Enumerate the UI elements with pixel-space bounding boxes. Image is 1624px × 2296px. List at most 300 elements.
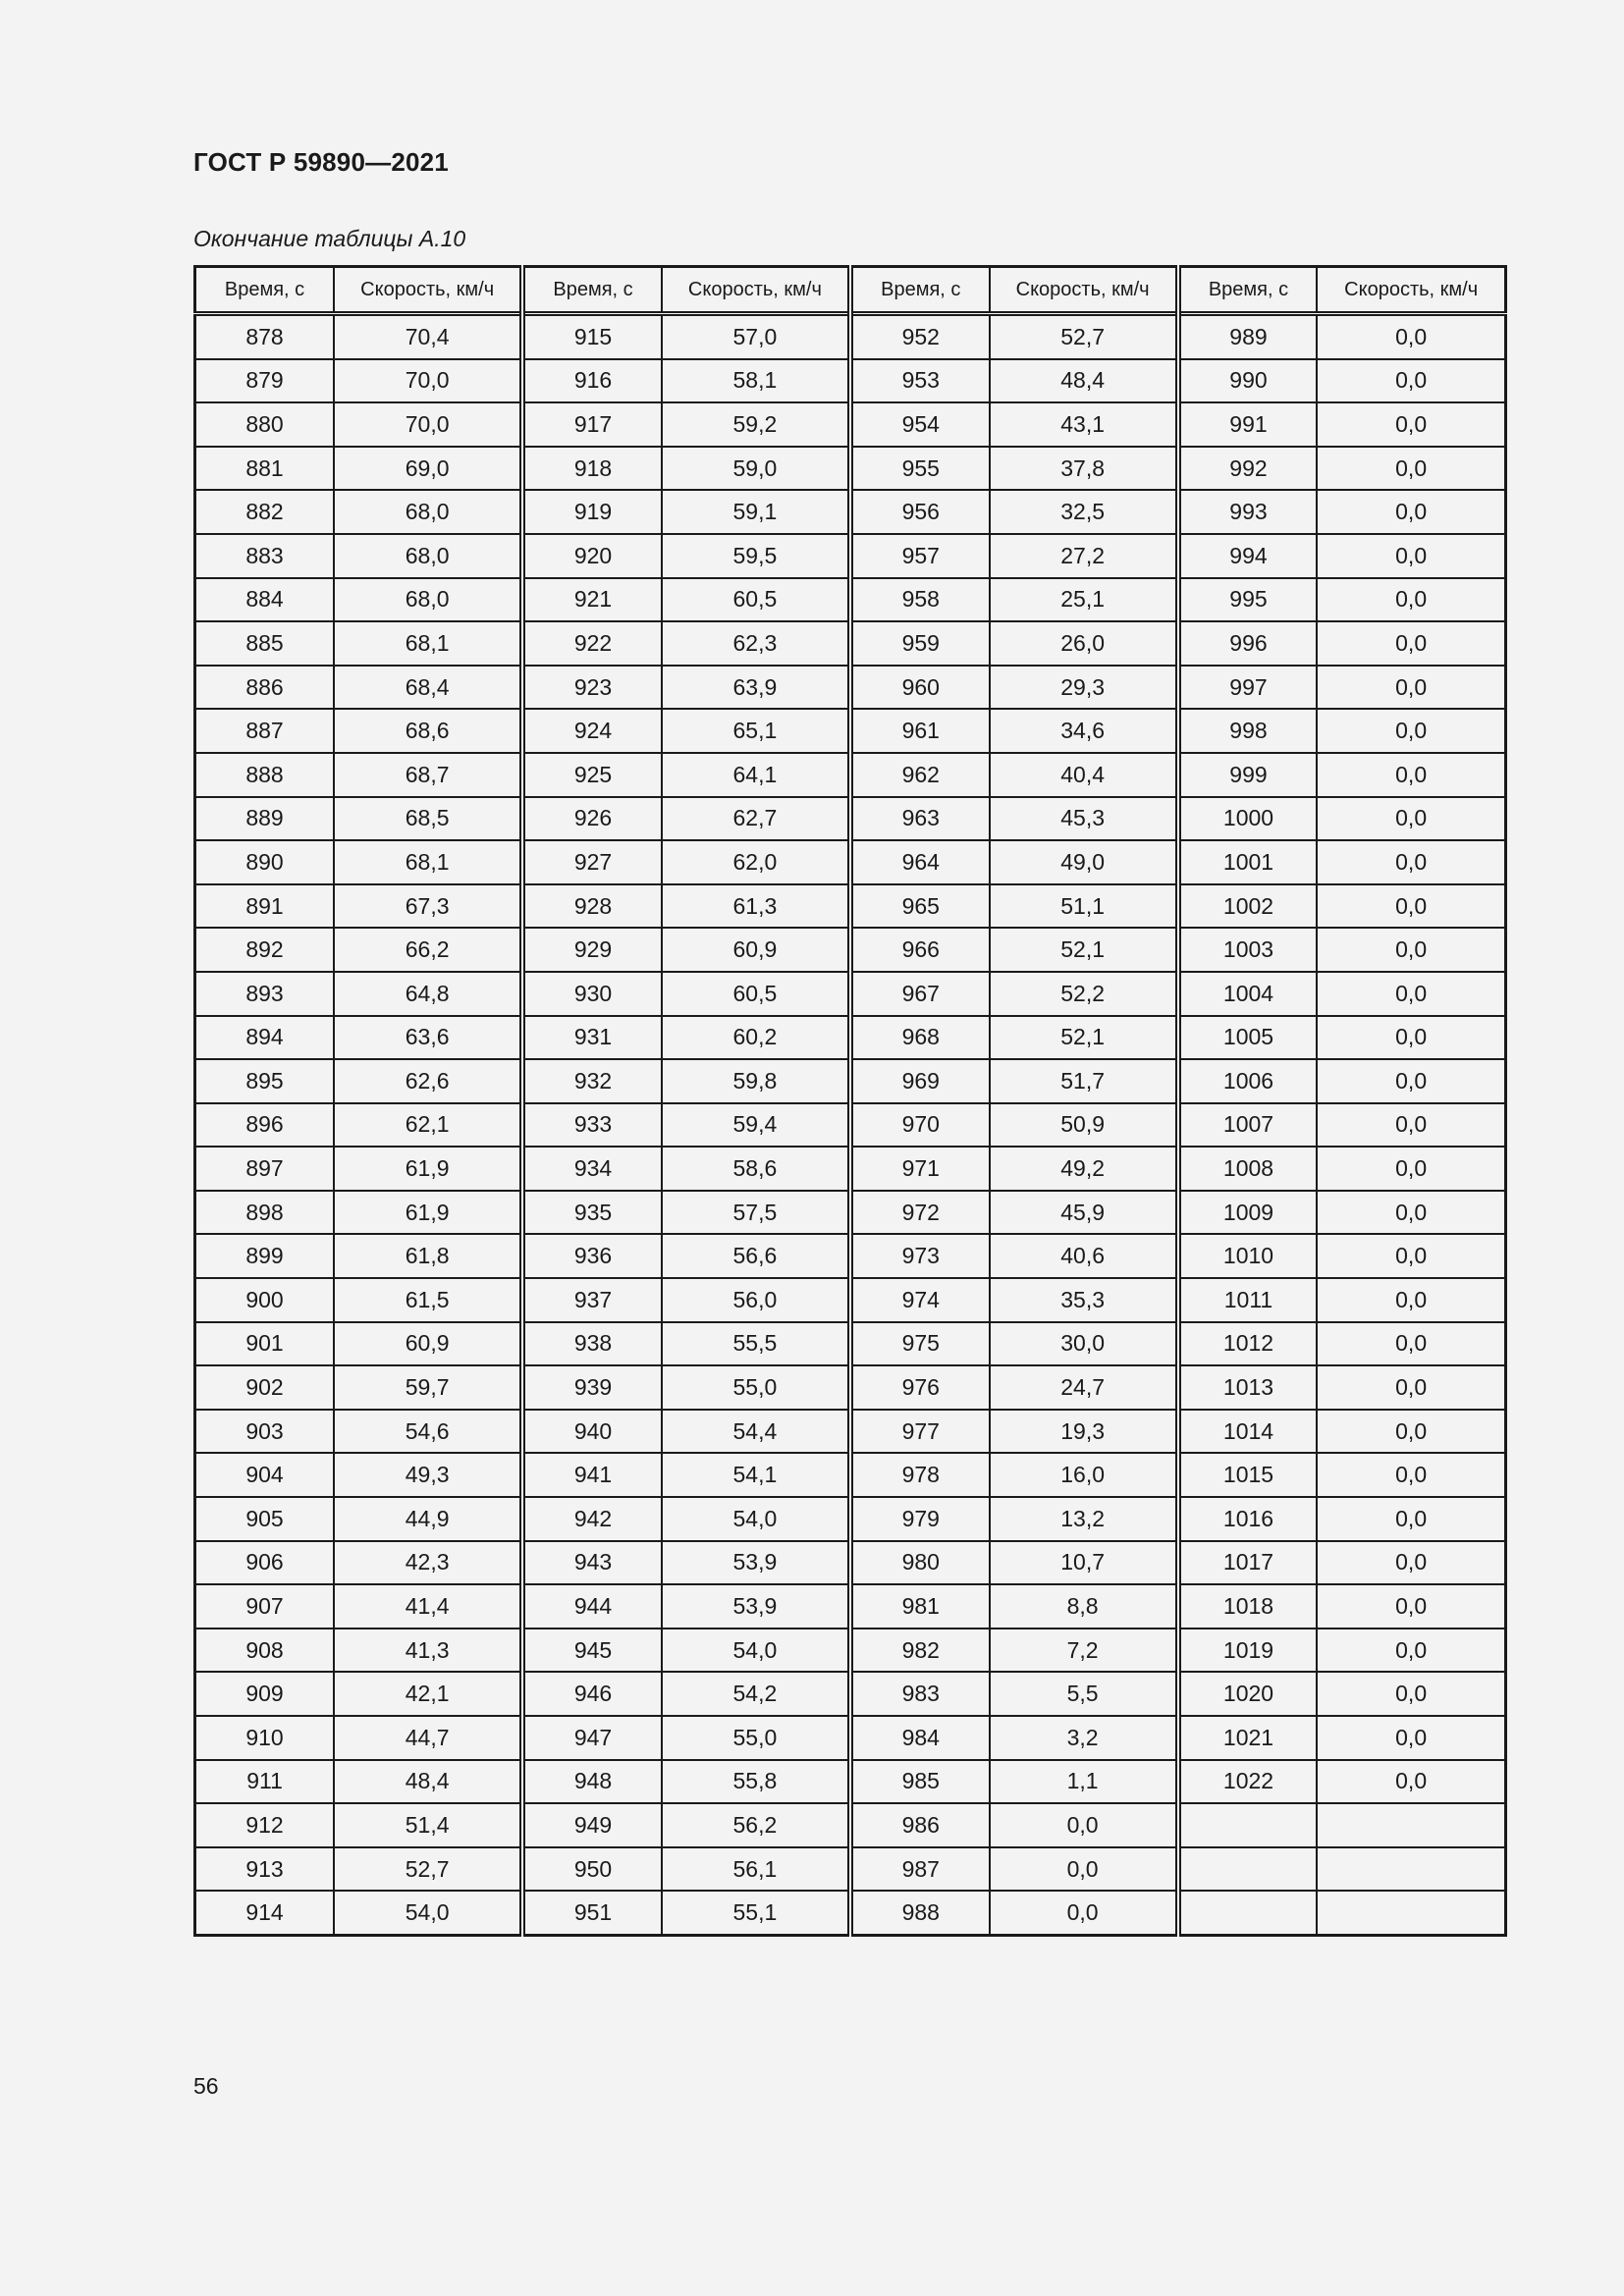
time-cell: 979 <box>850 1497 990 1541</box>
time-cell: 992 <box>1178 447 1318 491</box>
speed-cell: 0,0 <box>1317 1672 1505 1716</box>
time-cell: 880 <box>195 402 335 447</box>
speed-cell: 30,0 <box>990 1322 1178 1366</box>
time-cell: 927 <box>522 840 662 884</box>
time-cell: 962 <box>850 753 990 797</box>
time-cell: 959 <box>850 621 990 666</box>
table-caption: Окончание таблицы А.10 <box>193 226 466 251</box>
speed-cell: 56,1 <box>662 1847 850 1892</box>
time-cell: 976 <box>850 1365 990 1410</box>
time-cell: 886 <box>195 666 335 710</box>
speed-cell: 60,2 <box>662 1016 850 1060</box>
time-cell: 934 <box>522 1147 662 1191</box>
speed-cell: 48,4 <box>334 1760 522 1804</box>
speed-cell: 0,0 <box>1317 447 1505 491</box>
speed-cell: 61,8 <box>334 1234 522 1278</box>
time-cell: 928 <box>522 884 662 929</box>
time-cell: 1012 <box>1178 1322 1318 1366</box>
speed-cell: 0,0 <box>1317 666 1505 710</box>
time-cell: 924 <box>522 709 662 753</box>
speed-cell <box>1317 1803 1505 1847</box>
speed-cell: 56,2 <box>662 1803 850 1847</box>
speed-cell: 7,2 <box>990 1629 1178 1673</box>
table-row <box>195 1716 1506 1760</box>
speed-cell: 50,9 <box>990 1103 1178 1148</box>
speed-cell: 0,0 <box>1317 972 1505 1016</box>
speed-cell: 0,0 <box>1317 1410 1505 1454</box>
time-cell: 1002 <box>1178 884 1318 929</box>
speed-cell: 0,0 <box>1317 534 1505 578</box>
time-cell: 1022 <box>1178 1760 1318 1804</box>
time-cell: 941 <box>522 1453 662 1497</box>
time-cell: 955 <box>850 447 990 491</box>
time-cell: 916 <box>522 359 662 403</box>
time-cell: 943 <box>522 1541 662 1585</box>
time-cell: 1010 <box>1178 1234 1318 1278</box>
column-header-speed: Скорость, км/ч <box>1317 267 1505 314</box>
speed-cell: 61,5 <box>334 1278 522 1322</box>
time-cell: 990 <box>1178 359 1318 403</box>
time-cell: 909 <box>195 1672 335 1716</box>
table-row <box>195 1278 1506 1322</box>
speed-cell: 58,1 <box>662 359 850 403</box>
speed-cell: 1,1 <box>990 1760 1178 1804</box>
time-cell: 931 <box>522 1016 662 1060</box>
speed-cell: 54,4 <box>662 1410 850 1454</box>
time-cell: 914 <box>195 1891 335 1935</box>
speed-cell: 25,1 <box>990 578 1178 622</box>
time-cell: 930 <box>522 972 662 1016</box>
speed-cell: 61,9 <box>334 1147 522 1191</box>
time-cell: 956 <box>850 490 990 534</box>
time-cell: 1018 <box>1178 1584 1318 1629</box>
speed-cell: 0,0 <box>1317 1234 1505 1278</box>
time-cell: 945 <box>522 1629 662 1673</box>
speed-cell: 0,0 <box>1317 1453 1505 1497</box>
speed-cell: 42,1 <box>334 1672 522 1716</box>
time-cell: 949 <box>522 1803 662 1847</box>
speed-cell: 52,1 <box>990 928 1178 972</box>
speed-cell: 54,0 <box>334 1891 522 1935</box>
time-cell: 891 <box>195 884 335 929</box>
speed-cell: 45,3 <box>990 797 1178 841</box>
time-cell: 935 <box>522 1191 662 1235</box>
time-cell: 951 <box>522 1891 662 1935</box>
time-cell: 901 <box>195 1322 335 1366</box>
table-row <box>195 1629 1506 1673</box>
time-cell: 906 <box>195 1541 335 1585</box>
time-cell: 1017 <box>1178 1541 1318 1585</box>
column-header-speed: Скорость, км/ч <box>334 267 522 314</box>
column-header-time: Время, с <box>1178 267 1318 314</box>
speed-cell: 55,8 <box>662 1760 850 1804</box>
speed-cell: 57,5 <box>662 1191 850 1235</box>
time-cell: 1020 <box>1178 1672 1318 1716</box>
table-row <box>195 709 1506 753</box>
time-cell: 944 <box>522 1584 662 1629</box>
speed-cell: 0,0 <box>1317 1059 1505 1103</box>
speed-cell: 60,9 <box>662 928 850 972</box>
speed-cell: 52,7 <box>334 1847 522 1892</box>
time-cell: 904 <box>195 1453 335 1497</box>
speed-cell: 8,8 <box>990 1584 1178 1629</box>
speed-cell: 0,0 <box>1317 1103 1505 1148</box>
speed-cell: 0,0 <box>1317 314 1505 359</box>
speed-cell: 70,0 <box>334 402 522 447</box>
speed-cell: 0,0 <box>1317 578 1505 622</box>
time-cell: 977 <box>850 1410 990 1454</box>
time-cell: 994 <box>1178 534 1318 578</box>
document-code: ГОСТ Р 59890—2021 <box>193 147 449 177</box>
speed-cell: 35,3 <box>990 1278 1178 1322</box>
speed-cell: 55,0 <box>662 1716 850 1760</box>
time-cell: 988 <box>850 1891 990 1935</box>
time-cell: 932 <box>522 1059 662 1103</box>
time-cell: 996 <box>1178 621 1318 666</box>
speed-cell: 48,4 <box>990 359 1178 403</box>
speed-cell: 0,0 <box>1317 490 1505 534</box>
table-row <box>195 1016 1506 1060</box>
time-cell: 975 <box>850 1322 990 1366</box>
speed-cell: 56,0 <box>662 1278 850 1322</box>
time-cell: 1006 <box>1178 1059 1318 1103</box>
time-cell: 1021 <box>1178 1716 1318 1760</box>
time-cell: 978 <box>850 1453 990 1497</box>
speed-cell: 64,1 <box>662 753 850 797</box>
speed-cell: 66,2 <box>334 928 522 972</box>
table-row <box>195 402 1506 447</box>
table-row <box>195 753 1506 797</box>
speed-cell: 13,2 <box>990 1497 1178 1541</box>
table-row <box>195 1059 1506 1103</box>
time-cell: 998 <box>1178 709 1318 753</box>
time-cell <box>1178 1847 1318 1892</box>
time-cell: 950 <box>522 1847 662 1892</box>
time-cell: 1005 <box>1178 1016 1318 1060</box>
time-cell: 1015 <box>1178 1453 1318 1497</box>
speed-cell: 61,9 <box>334 1191 522 1235</box>
table-row <box>195 1584 1506 1629</box>
speed-cell: 59,8 <box>662 1059 850 1103</box>
speed-cell: 51,1 <box>990 884 1178 929</box>
time-cell: 908 <box>195 1629 335 1673</box>
time-cell: 965 <box>850 884 990 929</box>
time-cell: 929 <box>522 928 662 972</box>
speed-cell: 52,2 <box>990 972 1178 1016</box>
time-cell: 961 <box>850 709 990 753</box>
time-cell: 899 <box>195 1234 335 1278</box>
speed-cell: 70,4 <box>334 314 522 359</box>
speed-cell: 53,9 <box>662 1541 850 1585</box>
speed-cell: 0,0 <box>1317 1322 1505 1366</box>
speed-cell: 52,7 <box>990 314 1178 359</box>
speed-cell: 44,7 <box>334 1716 522 1760</box>
table-row <box>195 1191 1506 1235</box>
time-cell: 995 <box>1178 578 1318 622</box>
column-header-time: Время, с <box>850 267 990 314</box>
speed-cell: 68,1 <box>334 840 522 884</box>
time-cell: 892 <box>195 928 335 972</box>
speed-cell: 0,0 <box>1317 753 1505 797</box>
time-cell: 973 <box>850 1234 990 1278</box>
speed-cell: 54,0 <box>662 1629 850 1673</box>
time-cell: 1004 <box>1178 972 1318 1016</box>
time-cell: 993 <box>1178 490 1318 534</box>
speed-cell: 5,5 <box>990 1672 1178 1716</box>
time-cell: 958 <box>850 578 990 622</box>
speed-cell: 55,5 <box>662 1322 850 1366</box>
speed-cell: 10,7 <box>990 1541 1178 1585</box>
speed-cell: 34,6 <box>990 709 1178 753</box>
speed-cell: 56,6 <box>662 1234 850 1278</box>
time-cell: 966 <box>850 928 990 972</box>
time-cell: 985 <box>850 1760 990 1804</box>
time-cell: 972 <box>850 1191 990 1235</box>
speed-cell: 3,2 <box>990 1716 1178 1760</box>
speed-time-table <box>193 265 1507 1937</box>
speed-cell: 0,0 <box>1317 1365 1505 1410</box>
speed-cell: 37,8 <box>990 447 1178 491</box>
time-cell: 878 <box>195 314 335 359</box>
time-cell: 888 <box>195 753 335 797</box>
time-cell: 942 <box>522 1497 662 1541</box>
table-row <box>195 447 1506 491</box>
time-cell: 910 <box>195 1716 335 1760</box>
speed-cell: 45,9 <box>990 1191 1178 1235</box>
time-cell: 971 <box>850 1147 990 1191</box>
time-cell: 884 <box>195 578 335 622</box>
speed-cell: 52,1 <box>990 1016 1178 1060</box>
table-row <box>195 1103 1506 1148</box>
speed-cell: 60,5 <box>662 578 850 622</box>
time-cell: 1007 <box>1178 1103 1318 1148</box>
table-row <box>195 928 1506 972</box>
table-header-row <box>195 267 1506 314</box>
speed-cell: 53,9 <box>662 1584 850 1629</box>
speed-cell <box>1317 1891 1505 1935</box>
time-cell: 915 <box>522 314 662 359</box>
speed-cell: 68,4 <box>334 666 522 710</box>
time-cell: 923 <box>522 666 662 710</box>
time-cell: 954 <box>850 402 990 447</box>
speed-cell: 16,0 <box>990 1453 1178 1497</box>
time-cell: 982 <box>850 1629 990 1673</box>
time-cell: 960 <box>850 666 990 710</box>
speed-cell: 68,7 <box>334 753 522 797</box>
speed-cell: 61,3 <box>662 884 850 929</box>
time-cell: 968 <box>850 1016 990 1060</box>
time-cell: 885 <box>195 621 335 666</box>
time-cell: 1008 <box>1178 1147 1318 1191</box>
speed-cell: 65,1 <box>662 709 850 753</box>
time-cell: 925 <box>522 753 662 797</box>
speed-cell: 57,0 <box>662 314 850 359</box>
time-cell: 911 <box>195 1760 335 1804</box>
speed-cell: 55,0 <box>662 1365 850 1410</box>
column-header-speed: Скорость, км/ч <box>990 267 1178 314</box>
speed-cell: 0,0 <box>1317 1760 1505 1804</box>
speed-cell: 68,1 <box>334 621 522 666</box>
speed-cell: 51,4 <box>334 1803 522 1847</box>
speed-cell: 59,2 <box>662 402 850 447</box>
speed-cell: 55,1 <box>662 1891 850 1935</box>
time-cell: 918 <box>522 447 662 491</box>
time-cell: 940 <box>522 1410 662 1454</box>
time-cell: 890 <box>195 840 335 884</box>
column-header-time: Время, с <box>522 267 662 314</box>
table-body <box>195 314 1506 1936</box>
speed-cell: 54,0 <box>662 1497 850 1541</box>
time-cell: 987 <box>850 1847 990 1892</box>
time-cell: 984 <box>850 1716 990 1760</box>
table-row <box>195 1803 1506 1847</box>
speed-cell: 0,0 <box>1317 1147 1505 1191</box>
speed-cell: 0,0 <box>1317 1541 1505 1585</box>
speed-cell: 68,6 <box>334 709 522 753</box>
speed-cell: 0,0 <box>1317 884 1505 929</box>
time-cell: 1009 <box>1178 1191 1318 1235</box>
speed-cell: 0,0 <box>990 1891 1178 1935</box>
page-number: 56 <box>193 2073 219 2099</box>
time-cell: 920 <box>522 534 662 578</box>
table-row <box>195 1847 1506 1892</box>
time-cell: 883 <box>195 534 335 578</box>
time-cell: 1011 <box>1178 1278 1318 1322</box>
speed-cell <box>1317 1847 1505 1892</box>
speed-cell: 40,4 <box>990 753 1178 797</box>
time-cell: 963 <box>850 797 990 841</box>
time-cell: 905 <box>195 1497 335 1541</box>
time-cell: 991 <box>1178 402 1318 447</box>
speed-cell: 0,0 <box>1317 359 1505 403</box>
time-cell: 889 <box>195 797 335 841</box>
time-cell: 1003 <box>1178 928 1318 972</box>
time-cell <box>1178 1803 1318 1847</box>
speed-cell: 41,3 <box>334 1629 522 1673</box>
speed-cell: 69,0 <box>334 447 522 491</box>
speed-cell: 27,2 <box>990 534 1178 578</box>
time-cell: 879 <box>195 359 335 403</box>
table-row <box>195 1234 1506 1278</box>
column-header-time: Время, с <box>195 267 335 314</box>
speed-cell: 0,0 <box>1317 1497 1505 1541</box>
speed-cell: 19,3 <box>990 1410 1178 1454</box>
time-cell: 922 <box>522 621 662 666</box>
time-cell: 900 <box>195 1278 335 1322</box>
speed-cell: 29,3 <box>990 666 1178 710</box>
speed-cell: 62,0 <box>662 840 850 884</box>
time-cell: 926 <box>522 797 662 841</box>
time-cell: 937 <box>522 1278 662 1322</box>
table-row <box>195 534 1506 578</box>
speed-cell: 40,6 <box>990 1234 1178 1278</box>
time-cell: 913 <box>195 1847 335 1892</box>
table-row <box>195 1891 1506 1935</box>
table-row <box>195 359 1506 403</box>
table-row <box>195 1322 1506 1366</box>
time-cell: 969 <box>850 1059 990 1103</box>
speed-cell: 63,6 <box>334 1016 522 1060</box>
time-cell: 953 <box>850 359 990 403</box>
time-cell: 989 <box>1178 314 1318 359</box>
speed-cell: 51,7 <box>990 1059 1178 1103</box>
time-cell: 1001 <box>1178 840 1318 884</box>
table-row <box>195 1453 1506 1497</box>
time-cell: 898 <box>195 1191 335 1235</box>
speed-cell: 0,0 <box>1317 1016 1505 1060</box>
time-cell: 939 <box>522 1365 662 1410</box>
speed-cell: 67,3 <box>334 884 522 929</box>
speed-cell: 24,7 <box>990 1365 1178 1410</box>
table-row <box>195 884 1506 929</box>
time-cell: 919 <box>522 490 662 534</box>
speed-cell: 41,4 <box>334 1584 522 1629</box>
speed-cell: 62,1 <box>334 1103 522 1148</box>
speed-cell: 0,0 <box>1317 709 1505 753</box>
time-cell: 1013 <box>1178 1365 1318 1410</box>
table-row <box>195 797 1506 841</box>
time-cell: 974 <box>850 1278 990 1322</box>
time-cell: 912 <box>195 1803 335 1847</box>
speed-cell: 49,0 <box>990 840 1178 884</box>
time-cell: 999 <box>1178 753 1318 797</box>
time-cell: 897 <box>195 1147 335 1191</box>
speed-cell: 59,1 <box>662 490 850 534</box>
speed-cell: 0,0 <box>1317 1584 1505 1629</box>
time-cell: 967 <box>850 972 990 1016</box>
time-cell: 893 <box>195 972 335 1016</box>
speed-cell: 0,0 <box>1317 402 1505 447</box>
speed-cell: 0,0 <box>990 1847 1178 1892</box>
speed-cell: 62,3 <box>662 621 850 666</box>
column-header-speed: Скорость, км/ч <box>662 267 850 314</box>
time-cell: 980 <box>850 1541 990 1585</box>
speed-cell: 49,2 <box>990 1147 1178 1191</box>
table-row <box>195 1365 1506 1410</box>
speed-cell: 0,0 <box>1317 1716 1505 1760</box>
time-cell: 903 <box>195 1410 335 1454</box>
time-cell: 887 <box>195 709 335 753</box>
speed-cell: 59,5 <box>662 534 850 578</box>
table-row <box>195 621 1506 666</box>
time-cell: 896 <box>195 1103 335 1148</box>
table-row <box>195 972 1506 1016</box>
time-cell: 894 <box>195 1016 335 1060</box>
time-cell: 983 <box>850 1672 990 1716</box>
time-cell: 997 <box>1178 666 1318 710</box>
time-cell: 986 <box>850 1803 990 1847</box>
time-cell: 938 <box>522 1322 662 1366</box>
speed-cell: 42,3 <box>334 1541 522 1585</box>
time-cell: 933 <box>522 1103 662 1148</box>
speed-cell: 54,6 <box>334 1410 522 1454</box>
time-cell: 970 <box>850 1103 990 1148</box>
speed-cell: 62,7 <box>662 797 850 841</box>
time-cell: 948 <box>522 1760 662 1804</box>
time-cell: 895 <box>195 1059 335 1103</box>
time-cell: 881 <box>195 447 335 491</box>
time-cell: 947 <box>522 1716 662 1760</box>
speed-cell: 60,5 <box>662 972 850 1016</box>
table-row <box>195 490 1506 534</box>
speed-cell: 62,6 <box>334 1059 522 1103</box>
table-row <box>195 1410 1506 1454</box>
time-cell: 902 <box>195 1365 335 1410</box>
time-cell: 957 <box>850 534 990 578</box>
table-row <box>195 1672 1506 1716</box>
speed-cell: 0,0 <box>1317 1191 1505 1235</box>
speed-cell: 64,8 <box>334 972 522 1016</box>
